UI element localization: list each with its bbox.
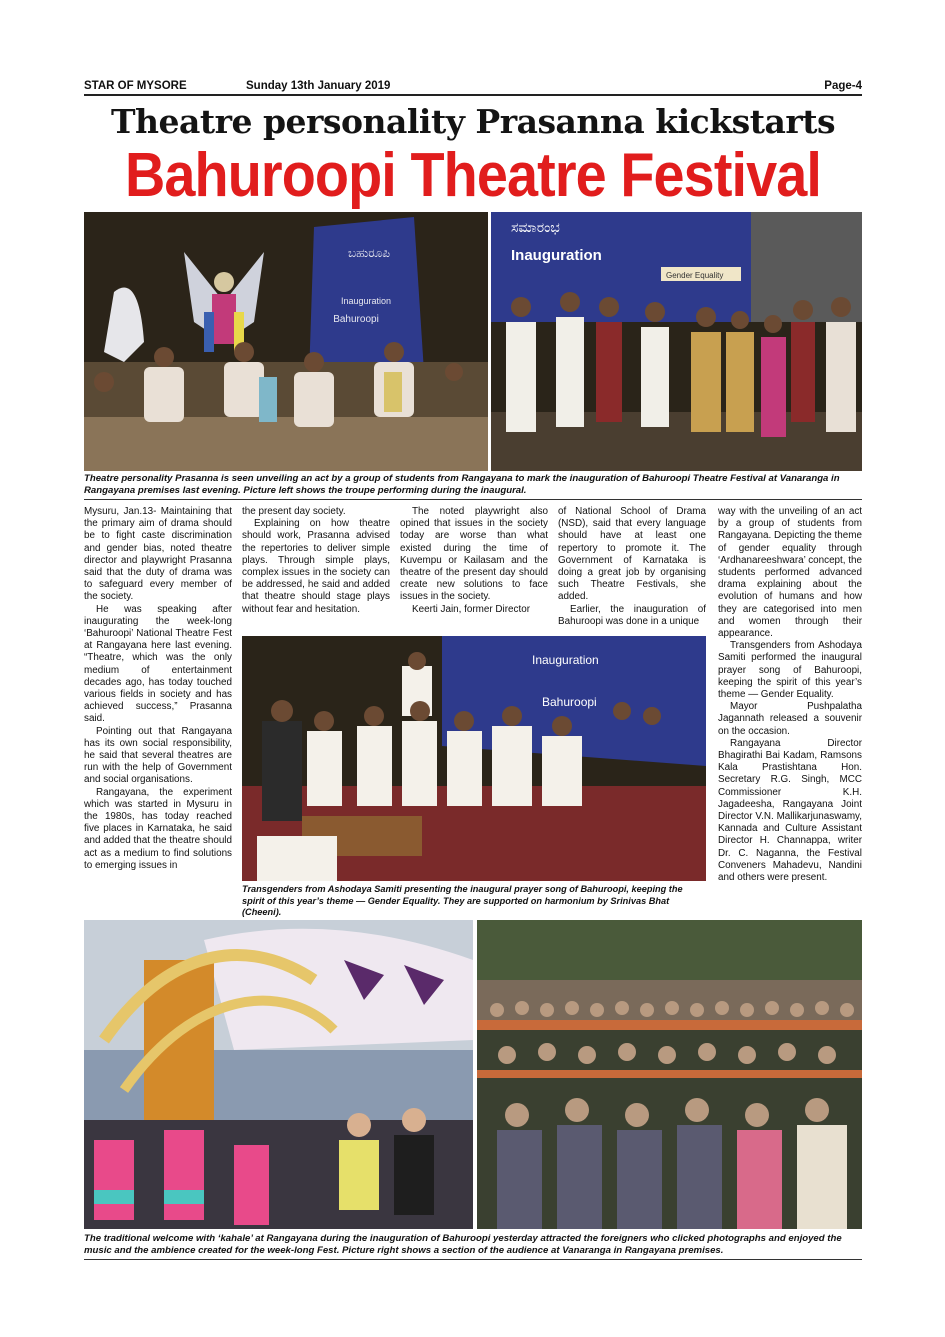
photo-troupe-performing	[84, 212, 488, 471]
middle-photo-caption: Transgenders from Ashodaya Samiti presenting the inaugural prayer song of Bahuroopi, keeping the spirit of this year’s theme — Gender Equality. They are supported on harmonium by Srinivas Bhat (Cheeni).	[242, 884, 683, 917]
paragraph: Mayor Pushpalatha Jagannath released a souvenir on the occasion.	[718, 701, 862, 737]
article-column-3	[400, 506, 548, 616]
masthead	[84, 78, 862, 96]
paragraph: Mysuru, Jan.13- Maintaining that the primary aim of drama should be to fight caste discrimination and gender bias, noted theatre director and playwright Prasanna said that the duty of drama was to safeguard every member of the society.	[84, 506, 232, 603]
paragraph: Rangayana, the experiment which was started in Mysuru in the 1980s, has today reached five places in Karnataka, he said and added that the theatre should act as a medium to find solutions to emerging issues in	[84, 786, 232, 871]
banner-right-title: Inauguration	[511, 247, 602, 264]
photo-audience	[477, 920, 862, 1229]
svg-text:Bahuroopi: Bahuroopi	[542, 695, 597, 709]
paragraph: Pointing out that Rangayana has its own social responsibility, he said that several theatres are run with the help of Government and social organisations.	[84, 725, 232, 786]
article-column-4	[558, 506, 706, 628]
bottom-divider	[84, 1259, 862, 1260]
paragraph: He was speaking after inaugurating the week-long ‘Bahuroopi’ National Theatre Fest at Rangayana here last evening. “Theatre, which was the only medium of entertainment decades ago, has today touched various fields in society and has achieved success,” Prasanna said.	[84, 603, 232, 725]
article-column-2	[242, 506, 390, 616]
svg-text:ಬಹುರೂಪಿ: ಬಹುರೂಪಿ	[348, 246, 390, 260]
photo-prasanna-unveiling	[491, 212, 862, 471]
paragraph: the present day society.	[242, 506, 346, 517]
bottom-photo-caption: The traditional welcome with ‘kahale’ at Rangayana during the inauguration of Bahuroopi yesterday attracted the foreigners who clicked photographs and enjoyed the music and the ambience created for the week-long Fest. Picture right shows a section of the audience at Vanaranga in Rangayana premises.	[84, 1233, 842, 1256]
banner-bahuroopi-text: Bahuroopi	[333, 314, 379, 325]
headline-line-2: Bahuroopi Theatre Festival	[125, 141, 821, 210]
caption-divider	[84, 499, 862, 500]
photo-prayer-song	[242, 636, 706, 881]
paragraph: Earlier, the inauguration of Bahuroopi was done in a unique	[558, 603, 706, 627]
page-number: Page-4	[824, 80, 862, 92]
article-column-1	[84, 506, 232, 872]
svg-text:ಸಮಾರಂಭ: ಸಮಾರಂಭ	[511, 219, 560, 235]
paragraph: way with the unveiling of an act by a group of students from Rangayana. Depicting the theme of gender equality through ‘Ardhanareeshwara’ concept, the students performed advanced drama explaining about the evolution of humans and how they are categorised into men and women through their appearance.	[718, 506, 863, 640]
banner-gender-tag: Gender Equality	[666, 271, 724, 280]
paragraph: Transgenders from Ashodaya Samiti performed the inaugural prayer song of Bahuroopi, keeping the spirit of this year’s theme — Gender Equality.	[718, 640, 862, 701]
top-photo-caption: Theatre personality Prasanna is seen unveiling an act by a group of students from Rangayana to mark the inauguration of Bahuroopi Theatre Festival at Vanaranga in Rangayana premises last evening. Picture left shows the troupe performing during the inaugural.	[84, 473, 840, 496]
photo-kahale-welcome	[84, 920, 473, 1229]
paragraph: of National School of Drama (NSD), said that every language should have at least one repertory to promote it. The Government of Karnataka is doing a great job by organising such Theatre Festivals, she added.	[558, 506, 706, 603]
paragraph: Keerti Jain, former Director	[412, 603, 530, 615]
paragraph: Explaining on how theatre should work, Prasanna advised the repertories to deliver simple plays. Through simple plays, complex issues in the society can be addressed, he said and added that theatre should stage plays without fear and hesitation.	[242, 518, 390, 615]
publication-name: STAR OF MYSORE	[84, 80, 187, 92]
middle-banner-title: Inauguration	[532, 653, 599, 667]
paragraph: Rangayana Director Bhagirathi Bai Kadam, Ramsons Kala Prastishtana Hon. Secretary R.G. Singh, MCC Commissioner K.H. Jagadeesha, Rangayana Joint Director V.N. Mallikarjunaswamy, Kannada and Culture Assistant Director H. Channappa, writer Dr. C. Naganna, the Festival Conveners Mahadevu, Nandini and others were present.	[718, 737, 862, 884]
article-column-5	[718, 506, 862, 884]
issue-date: Sunday 13th January 2019	[246, 80, 391, 92]
paragraph: The noted playwright also opined that issues in the society today are worse than what existed during the time of Kuvempu or Kailasam and the theatre of the present day should create new solutions to face issues in the society.	[400, 506, 548, 603]
headline-line-1: Theatre personality Prasanna kickstarts	[110, 102, 836, 141]
banner-inauguration-text: Inauguration	[340, 296, 392, 306]
